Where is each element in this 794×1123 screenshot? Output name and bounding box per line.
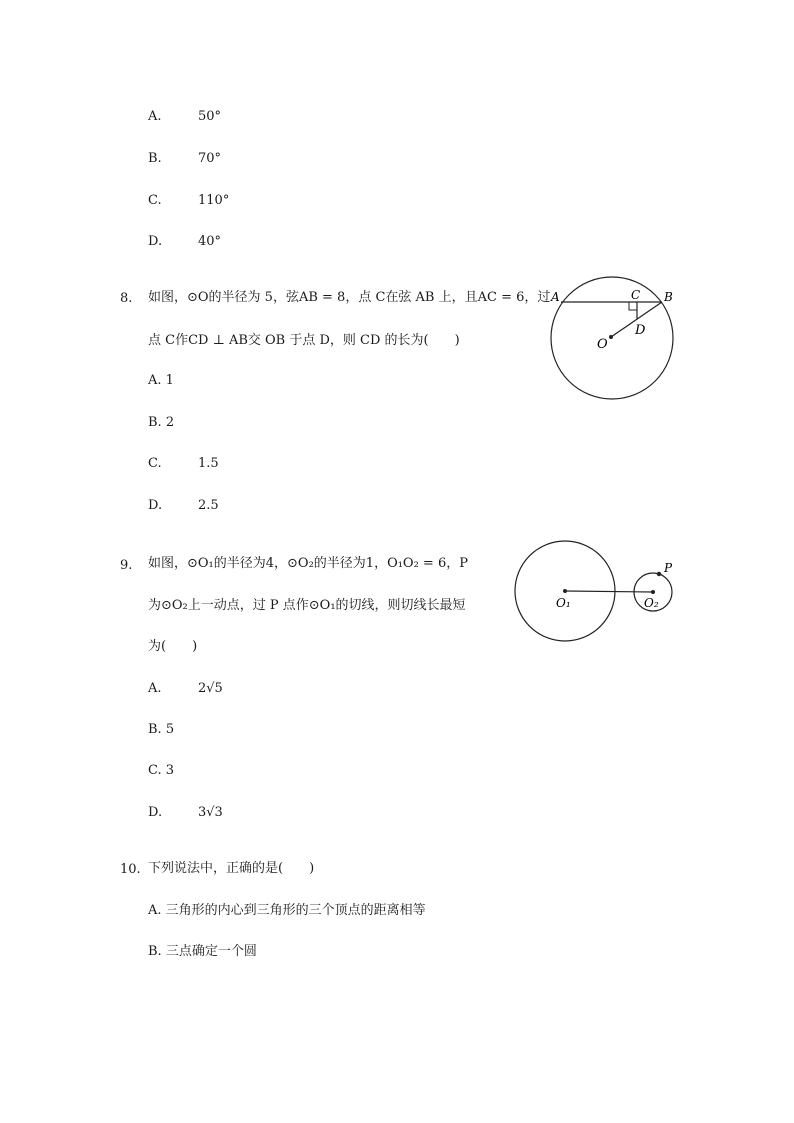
q9-option-a-value: 2√5 <box>198 681 223 696</box>
q10-option-b-letter: B. <box>148 944 162 959</box>
q8-option-b-letter: B. <box>148 415 162 430</box>
q8-option-a-value: 1 <box>165 373 174 388</box>
q9-number: 9. <box>120 558 133 573</box>
q9-option-d-value: 3√3 <box>198 805 223 820</box>
q8-label-a: A <box>551 290 560 304</box>
q7-option-c-value: 110° <box>198 193 230 208</box>
q7-option-c-letter: C. <box>148 193 162 208</box>
q9-stem-line3: 为( ) <box>148 639 198 654</box>
q9-label-o2: O₂ <box>644 596 659 610</box>
q7-option-d-letter: D. <box>148 234 163 249</box>
q9-figure <box>510 536 685 648</box>
q10-number: 10. <box>120 862 141 877</box>
q7-option-a-value: 50° <box>198 109 222 124</box>
q9-option-b-letter: B. <box>148 722 162 737</box>
q8-stem-line1: 如图，⊙O的半径为 5，弦AB = 8，点 C在弦 AB 上，且AC = 6，过 <box>148 290 551 305</box>
q9-option-b-value: 5 <box>165 722 175 737</box>
q9-option-c <box>148 763 174 778</box>
q8-label-o: O <box>597 337 608 352</box>
q10-option-b-value: 三点确定一个圆 <box>165 944 257 959</box>
q10-option-a-value: 三角形的内心到三角形的三个顶点的距离相等 <box>165 903 426 918</box>
q8-label-d: D <box>635 323 646 338</box>
q9-option-d-letter: D. <box>148 805 163 820</box>
q10-option-b <box>148 943 257 961</box>
q8-option-a-letter: A. <box>148 373 162 388</box>
q9-label-o1: O₁ <box>556 596 571 610</box>
q10-option-a-letter: A. <box>148 903 162 918</box>
q10-stem: 下列说法中，正确的是( ) <box>148 861 315 876</box>
q7-option-a-letter: A. <box>148 109 162 124</box>
q9-center-o2-dot <box>651 590 655 594</box>
q9-option-b <box>148 722 174 737</box>
q8-option-b <box>148 415 174 430</box>
q8-center-dot <box>609 335 613 339</box>
q10-option-a <box>148 902 426 920</box>
q8-label-b: B <box>664 290 673 304</box>
q9-segment-o1o2 <box>565 591 653 592</box>
q8-figure <box>540 270 685 405</box>
q8-stem-line2: 点 C作CD ⊥ AB交 OB 于点 D，则 CD 的长为( ) <box>148 333 460 348</box>
q8-number: 8. <box>120 291 133 306</box>
q8-option-a <box>148 373 174 388</box>
q7-option-d-value: 40° <box>198 234 222 249</box>
q9-stem-line2: 为⊙O₂上一动点，过 P 点作⊙O₁的切线，则切线长最短 <box>148 598 466 613</box>
q8-option-c-letter: C. <box>148 456 162 471</box>
q7-option-b-value: 70° <box>198 151 222 166</box>
q9-option-a-letter: A. <box>148 681 162 696</box>
q7-option-b-letter: B. <box>148 151 162 166</box>
q9-option-c-letter: C. <box>148 763 162 778</box>
q9-point-p-dot <box>657 572 661 576</box>
q8-option-c-value: 1.5 <box>198 456 219 471</box>
q9-option-c-value: 3 <box>165 763 175 778</box>
q8-right-angle-mark <box>629 302 637 310</box>
q9-stem-line1: 如图，⊙O₁的半径为4，⊙O₂的半径为1，O₁O₂ = 6，P <box>148 556 468 571</box>
q9-label-p: P <box>664 561 673 575</box>
q8-label-c: C <box>631 288 641 302</box>
q8-option-b-value: 2 <box>165 415 175 430</box>
q8-option-d-letter: D. <box>148 498 163 513</box>
q9-center-o1-dot <box>563 589 567 593</box>
q8-option-d-value: 2.5 <box>198 498 219 513</box>
